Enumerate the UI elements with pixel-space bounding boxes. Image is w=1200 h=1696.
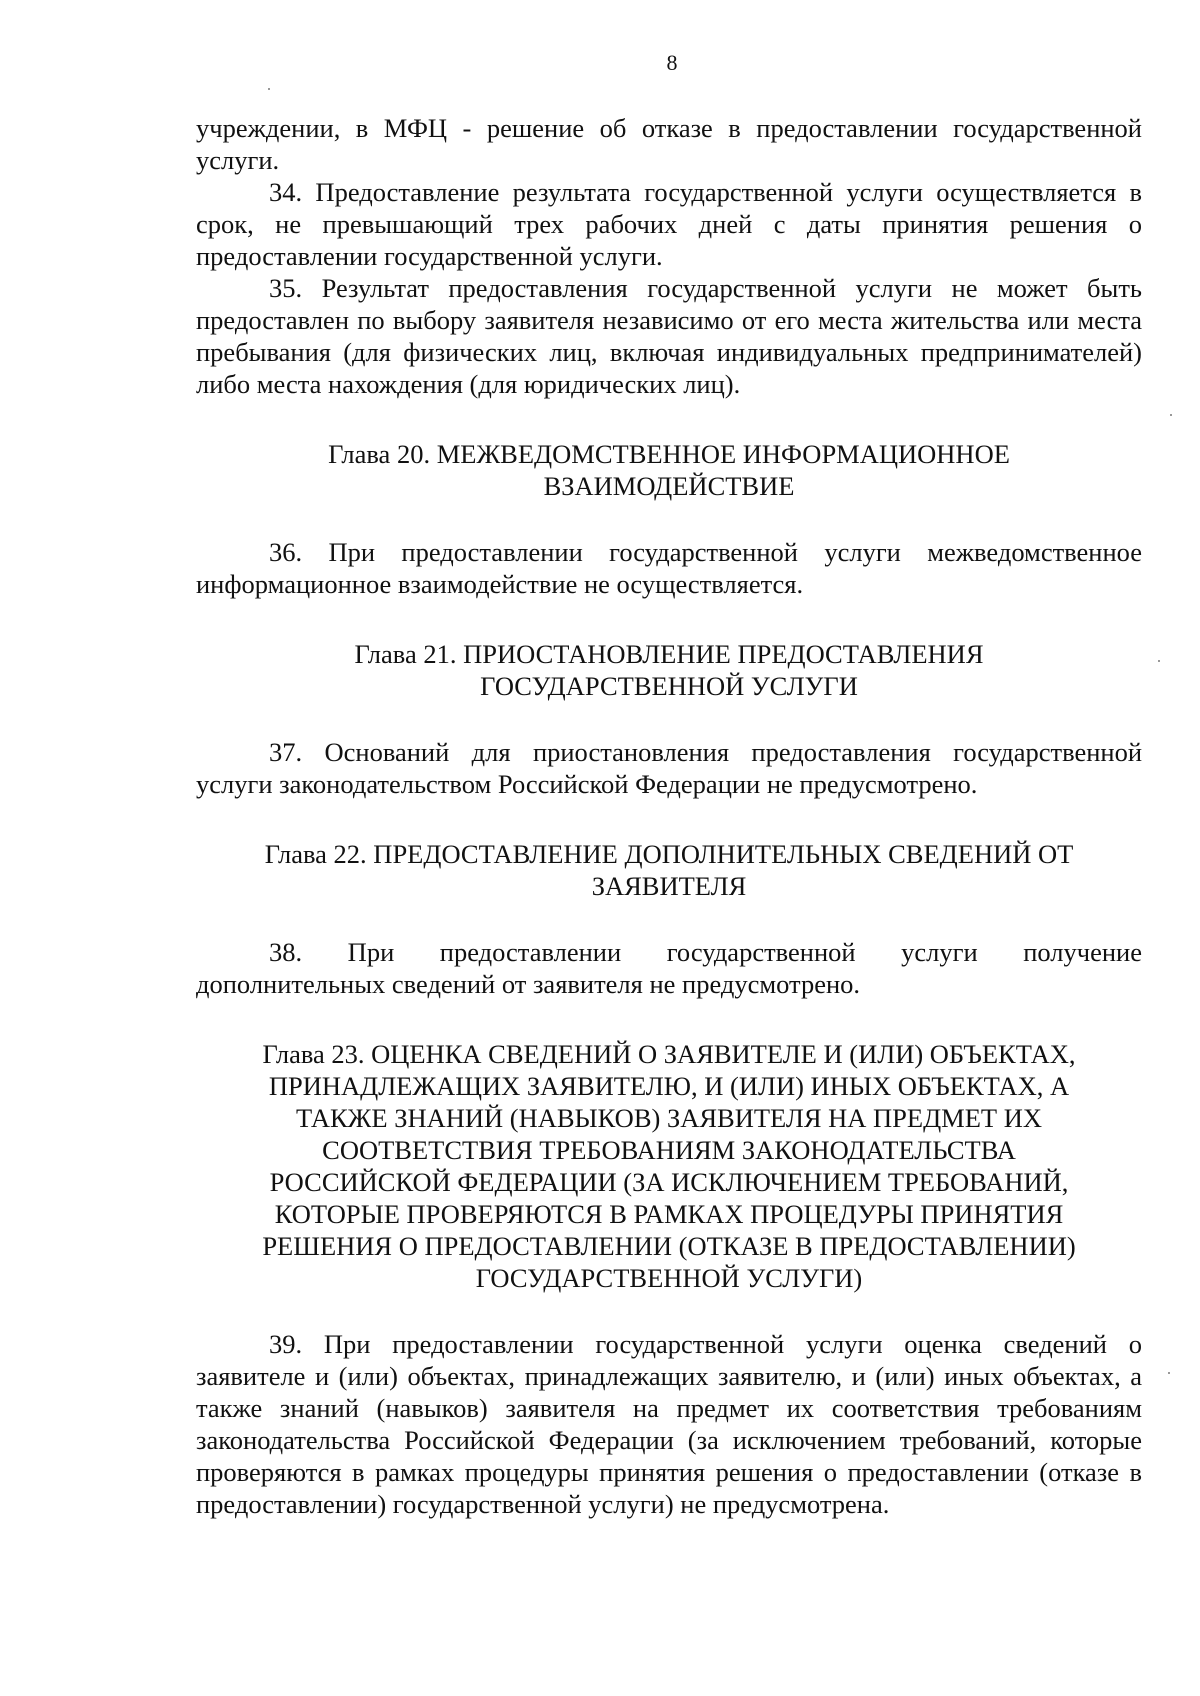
paragraph-37: 37. Оснований для приостановления предоставления государственной услуги законодательством Российской Федерации не предусмотрено. [196, 737, 1142, 799]
scan-speck [1158, 660, 1160, 662]
document-body [196, 112, 1142, 1520]
scan-speck [268, 88, 270, 90]
paragraph-34: 34. Предоставление результата государственной услуги осуществляется в срок, не превышающий трех рабочих дней с даты принятия решения о предоставлении государственной услуги. [196, 177, 1142, 271]
scan-speck [1168, 1372, 1170, 1374]
chapter-22-heading-line: Глава 22. ПРЕДОСТАВЛЕНИЕ ДОПОЛНИТЕЛЬНЫХ СВЕДЕНИЙ ОТ [264, 839, 1074, 869]
paragraph-38: 38. При предоставлении государственной услуги получение дополнительных сведений от заявителя не предусмотрено. [196, 937, 1142, 999]
chapter-22-heading-line: ЗАЯВИТЕЛЯ [591, 871, 747, 901]
chapter-22-heading [196, 838, 1142, 902]
chapter-23-heading-line: РОССИЙСКОЙ ФЕДЕРАЦИИ (ЗА ИСКЛЮЧЕНИЕМ ТРЕБОВАНИЙ, [269, 1167, 1069, 1197]
paragraph-36: 36. При предоставлении государственной услуги межведомственное информационное взаимодействие не осуществляется. [196, 537, 1142, 599]
chapter-23-heading-line: РЕШЕНИЯ О ПРЕДОСТАВЛЕНИИ (ОТКАЗЕ В ПРЕДОСТАВЛЕНИИ) [262, 1231, 1076, 1261]
chapter-23-heading-line: ГОСУДАРСТВЕННОЙ УСЛУГИ) [475, 1263, 863, 1293]
paragraph-33-continuation: учреждении, в МФЦ - решение об отказе в предоставлении государственной услуги. [196, 113, 1142, 175]
chapter-20-heading [196, 438, 1142, 502]
chapter-20-heading-line: Глава 20. МЕЖВЕДОМСТВЕННОЕ ИНФОРМАЦИОННОЕ [328, 439, 1010, 469]
scan-speck [1170, 414, 1172, 416]
page-number: 8 [666, 50, 678, 75]
chapter-23-heading-line: КОТОРЫЕ ПРОВЕРЯЮТСЯ В РАМКАХ ПРОЦЕДУРЫ ПРИНЯТИЯ [274, 1199, 1064, 1229]
paragraph-39: 39. При предоставлении государственной услуги оценка сведений о заявителе и (или) объектах, принадлежащих заявителю, и (или) иных объектах, а также знаний (навыков) заявителя на предмет их соответствия требованиям законодательства Российской Федерации (за исключением требований, которые проверяются в рамках процедуры принятия решения о предоставлении (отказе в предоставлении) государственной услуги) не предусмотрена. [196, 1329, 1142, 1519]
chapter-23-heading-line: Глава 23. ОЦЕНКА СВЕДЕНИЙ О ЗАЯВИТЕЛЕ И (ИЛИ) ОБЪЕКТАХ, [262, 1039, 1076, 1069]
chapter-20-heading-line: ВЗАИМОДЕЙСТВИЕ [543, 471, 795, 501]
chapter-21-heading-line: Глава 21. ПРИОСТАНОВЛЕНИЕ ПРЕДОСТАВЛЕНИЯ [354, 639, 984, 669]
chapter-23-heading-line: ПРИНАДЛЕЖАЩИХ ЗАЯВИТЕЛЮ, И (ИЛИ) ИНЫХ ОБЪЕКТАХ, А [268, 1071, 1070, 1101]
chapter-23-heading-line: ТАКЖЕ ЗНАНИЙ (НАВЫКОВ) ЗАЯВИТЕЛЯ НА ПРЕДМЕТ ИХ [295, 1103, 1043, 1133]
paragraph-35: 35. Результат предоставления государственной услуги не может быть предоставлен по выбору заявителя независимо от его места жительства или места пребывания (для физических лиц, включая индивидуальных предпринимателей) либо места нахождения (для юридических лиц). [196, 273, 1142, 399]
chapter-21-heading [196, 638, 1142, 702]
chapter-23-heading-line: СООТВЕТСТВИЯ ТРЕБОВАНИЯМ ЗАКОНОДАТЕЛЬСТВА [322, 1135, 1016, 1165]
chapter-23-heading [196, 1038, 1142, 1294]
chapter-21-heading-line: ГОСУДАРСТВЕННОЙ УСЛУГИ [480, 671, 858, 701]
